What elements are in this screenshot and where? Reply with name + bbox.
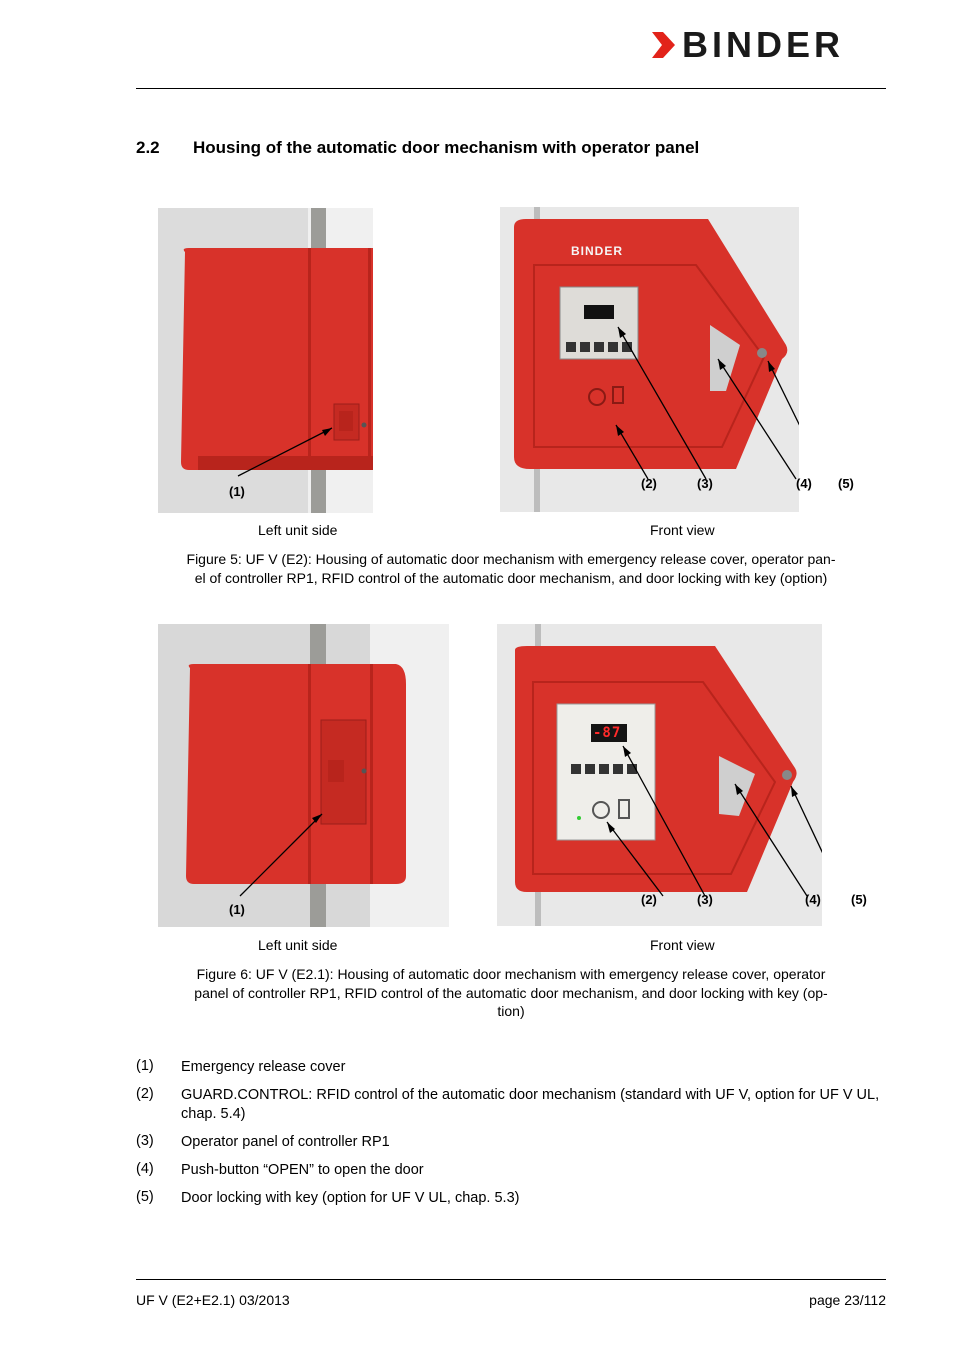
brand-name: BINDER xyxy=(682,24,845,65)
fig5-callout-2: (2) xyxy=(641,476,657,491)
fig6-callout-1: (1) xyxy=(229,902,245,917)
figure5-right-photo xyxy=(500,207,799,512)
fig6-callout-2: (2) xyxy=(641,892,657,907)
footer-doc-id: UF V (E2+E2.1) 03/2013 xyxy=(136,1292,290,1308)
figure6-right-photo xyxy=(497,624,822,926)
fig5-left-caption: Left unit side xyxy=(258,522,338,538)
fig5-caption-line-2: el of controller RP1, RFID control of the automatic door mechanism, and door locking with key (option) xyxy=(194,569,828,586)
binder-logo-mark-icon xyxy=(652,32,676,58)
fig6-caption-line-3: tion) xyxy=(497,1003,525,1019)
fig6-display-value: -87 xyxy=(593,725,622,741)
fig5-callout-5: (5) xyxy=(838,476,854,491)
legend-num-5: (5) xyxy=(136,1189,154,1205)
legend-text-3: Operator panel of controller RP1 xyxy=(181,1134,390,1150)
fig6-right-caption: Front view xyxy=(650,937,715,953)
figure5-caption xyxy=(136,550,886,587)
legend-num-2: (2) xyxy=(136,1086,154,1102)
fig6-left-caption: Left unit side xyxy=(258,937,338,953)
legend-text-2: GUARD.CONTROL: RFID control of the automatic door mechanism (standard with UF V, option for UF V UL, chap. 5.4) xyxy=(181,1087,880,1122)
section-number: 2.2 xyxy=(136,138,160,157)
figure6-caption xyxy=(136,965,886,1021)
legend-text-4: Push-button “OPEN” to open the door xyxy=(181,1162,424,1178)
header-rule xyxy=(136,88,886,89)
fig6-callout-4: (4) xyxy=(805,892,821,907)
fig6-callout-5: (5) xyxy=(851,892,867,907)
legend-text-5: Door locking with key (option for UF V UL, chap. 5.3) xyxy=(181,1190,520,1206)
footer-page-number: page 23/112 xyxy=(809,1292,886,1308)
legend-num-3: (3) xyxy=(136,1133,154,1149)
section-title: Housing of the automatic door mechanism with operator panel xyxy=(193,138,700,157)
legend-text-1: Emergency release cover xyxy=(181,1059,346,1075)
legend-num-1: (1) xyxy=(136,1058,154,1074)
fig5-caption-line-1: Figure 5: UF V (E2): Housing of automatic door mechanism with emergency release cover, operator pan- xyxy=(186,551,836,567)
legend-num-4: (4) xyxy=(136,1161,154,1177)
fig6-callout-3: (3) xyxy=(697,892,713,907)
fig5-right-caption: Front view xyxy=(650,522,715,538)
fig5-callout-4: (4) xyxy=(796,476,812,491)
figure6-left-photo xyxy=(158,624,449,927)
fig5-callout-3: (3) xyxy=(697,476,713,491)
fig5-panel-brand: BINDER xyxy=(571,244,624,258)
fig6-caption-line-2: panel of controller RP1, RFID control of the automatic door mechanism, and door locking with key (op- xyxy=(194,984,828,1001)
fig5-callout-1: (1) xyxy=(229,484,245,499)
footer-rule xyxy=(136,1279,886,1280)
binder-logo xyxy=(652,24,888,65)
fig6-caption-line-1: Figure 6: UF V (E2.1): Housing of automatic door mechanism with emergency release cover, operator xyxy=(196,966,826,982)
figure5-left-photo xyxy=(158,208,373,513)
